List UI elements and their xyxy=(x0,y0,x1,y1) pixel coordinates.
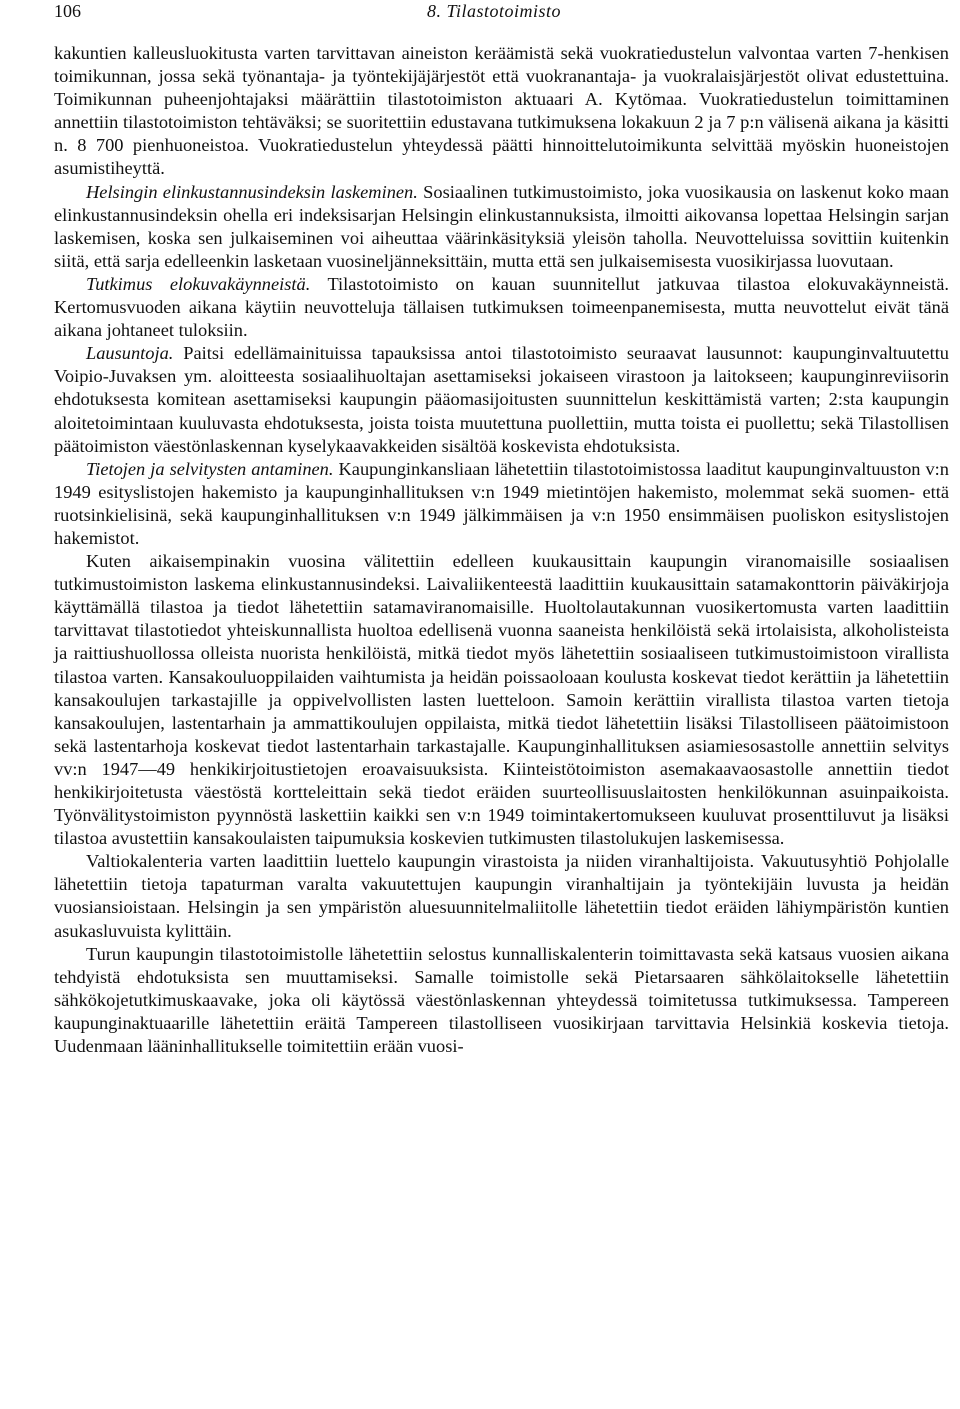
paragraph-rent-survey xyxy=(54,42,949,181)
paragraph-information-provision xyxy=(54,458,949,550)
paragraph-text: Paitsi edellämainituissa tapauksissa antoi tilastotoimisto seuraavat lausunnot: kaupunginvaltuutettu Voipio-Juvaksen ym. aloitteesta sosiaalihuoltajan asettamiseksi jokaiseen virastoon ja laitokseen; kaupunginreviisorin ehdotuksesta komitean asettamiseksi kaupungin pääomasijoitusten suunnittelun keskittämistä varten; 2:sta kaupungin aloitetoimintaan kuuluvasta ehdotuksesta, joista toista muutettuna puollettiin, mutta toista ei puollettu; sekä Tilastollisen päätoimiston väestönlaskennan kyselykaavakkeiden sisältöä koskevista ehdotuksista. xyxy=(54,343,949,456)
paragraph-cinema-study xyxy=(54,273,949,342)
paragraph-heading: Tutkimus elokuvakäynneistä. xyxy=(86,273,311,294)
paragraph-heading: Helsingin elinkustannusindeksin laskeminen. xyxy=(86,181,418,202)
paragraph-text: Kaupunginkansliaan lähetettiin tilastotoimistossa laaditut kaupunginvaltuuston v:n 1949 esityslistojen hakemisto ja kaupunginhallituksen v:n 1949 mietintöjen hakemisto, molemmat sekä suomen- että ruotsinkielisinä, sekä kaupunginhallituksen v:n 1949 jälkimmäisen ja v:n 1950 ensimmäisen puoliskon esityslistojen hakemistot. xyxy=(54,458,949,548)
paragraph-text: Kuten aikaisempinakin vuosina välitettiin edelleen kuukausittain kaupungin viranomaisille sosiaalisen tutkimustoimiston laskema elinkustannusindeksi. Laivaliikenteestä laadittiin kuukausittain satamakonttorin päiväkirjoja käyttämällä tilastoa ja tiedot lähetettiin satamaviranomaisille. Huoltolautakunnan vuosikertomusta varten laadittiin tarvittavat tilastotiedot yhteiskunnallista huoltoa edellisenä vuonna saaneista henkilöistä sekä irtolaisista, alkoholisteista ja raittiushuollossa olleista nuorista henkilöistä, mitkä tiedot myös lähetettiin sosiaaliseen tutkimustoimistoon virallista tilastoa varten. Kansakouluoppilaiden vaihtumista ja heidän poissaoloaan koulusta koskevat tiedot kerättiin ja lähetettiin kansakoulujen tarkastajille ja oppivelvollisten lasten luetteloon. Samoin kerättiin virallista tilastoa varten tietoja kansakoulujen, lastentarhain ja ammattikoulujen oppilaista, mitkä tiedot lähetettiin lisäksi Tilastolliseen päätoimistoon sekä lastentarhoja koskevat tiedot lastentarhain tarkastajalle. Kaupunginhallituksen asiamiesosastolle annettiin selvitys vv:n 1947—49 henkikirjoitustietojen eroavaisuuksista. Kiinteistötoimiston asemakaavaosastolle annettiin tiedot henkikirjoitetusta väestöstä kortteleittain sekä tiedot eräiden suurteollisuuslaitosten henkilökunnan asuinpaikoista. Työnvälitystoimiston pyynnöstä laskettiin kaikki sen v:n 1949 toimintakertomukseen kuuluvat prosenttiluvut ja lisäksi tilastoa avustettiin kansakoulaisten taipumuksia koskevien tutkimusten tilastolukujen laskemisessa. xyxy=(54,551,949,849)
paragraph-text: Turun kaupungin tilastotoimistolle lähetettiin selostus kunnalliskalenterin toimittavasta sekä katsaus vuosien aikana tehdyistä ehdotuksista sen muuttamiseksi. Samalle toimistolle sekä Pietarsaaren sähkölaitokselle lähetettiin sähkökojetutkimuskaavake, joka oli käytössä väestönlaskennan yhteydessä toimitetussa tutkimuksessa. Tampereen kaupunginaktuaarille lähetettiin eräitä Tampereen tilastolliseen vuosikirjaan tarvittavia Helsinkiä koskevia tietoja. Uudenmaan lääninhallitukselle toimitettiin erään vuosi- xyxy=(54,943,949,1057)
running-head xyxy=(54,0,949,24)
paragraph-text: Valtiokalenteria varten laadittiin luettelo kaupungin virastoista ja niiden viranhaltijoista. Vakuutusyhtiö Pohjolalle lähetettiin tietoja tapaturman varalta vakuutettujen kaupungin viranhaltijain ja työntekijäin luvusta ja heidän vuosiansioistaan. Helsingin ja sen ympäristön aluesuunnitelmaliitolle lähetettiin tiedot eräiden lähiympäristön kuntien asukasluvuista kylittäin. xyxy=(54,851,949,941)
body-text xyxy=(54,42,949,1058)
section-title: 8. Tilastotoimisto xyxy=(427,1,562,21)
paragraph-heading: Tietojen ja selvitysten antaminen. xyxy=(86,458,334,479)
paragraph-text: Sosiaalinen tutkimustoimisto, joka vuosikausia on laskenut koko maan elinkustannusindeksin ohella eri indeksisarjan Helsingin elinkustannuksista, ilmoitti aikovansa lopettaa Helsingin sarjan laskemisen, koska sen julkaiseminen voi aiheuttaa väärinkäsityksiä yleisön taholla. Neuvotteluissa sovittiin kuitenkin siitä, että sarja edelleenkin lasketaan vuosineljänneksittäin, mutta että sen julkaisemisesta vuosikirjassa luovutaan. xyxy=(54,181,949,271)
paragraph-text: Tilastotoimisto on kauan suunnitellut jatkuvaa tilastoa elokuvakäynneistä. Kertomusvuoden aikana käytiin neuvotteluja tällaisen tutkimuksen toimeenpanemisesta, mutta neuvottelut eivät tänä aikana johtaneet tuloksiin. xyxy=(54,273,949,341)
paragraph-text: kakuntien kalleusluokitusta varten tarvittavan aineiston keräämistä sekä vuokratiedustelun valvontaa varten 7-henkisen toimikunnan, jossa sekä työnantaja- ja työntekijäjärjestöt että vuokranantaja- ja vuokralaisjärjestöt olivat edustettuina. Toimikunnan puheenjohtajaksi määrättiin tilastotoimiston aktuaari A. Kytömaa. Vuokratiedustelun toimittaminen annettiin tilastotoimiston tehtäväksi; se suoritettiin edustavana tutkimuksena lokakuun 2 ja 7 p:n välisenä aikana ja käsitti n. 8 700 pienhuoneistoa. Vuokratiedustelun yhteydessä päätti hinnoittelutoimikunta selvittää myöskin huoneistojen asumistiheyttä. xyxy=(54,43,949,179)
page-number: 106 xyxy=(54,1,81,21)
paragraph-heading: Lausuntoja. xyxy=(86,343,174,364)
paragraph-cost-of-living-index xyxy=(54,181,949,273)
paragraph-statements xyxy=(54,342,949,457)
paragraph-state-calendar xyxy=(54,850,949,942)
paragraph-turku-office xyxy=(54,943,949,1058)
paragraph-monthly-reports xyxy=(54,550,949,850)
